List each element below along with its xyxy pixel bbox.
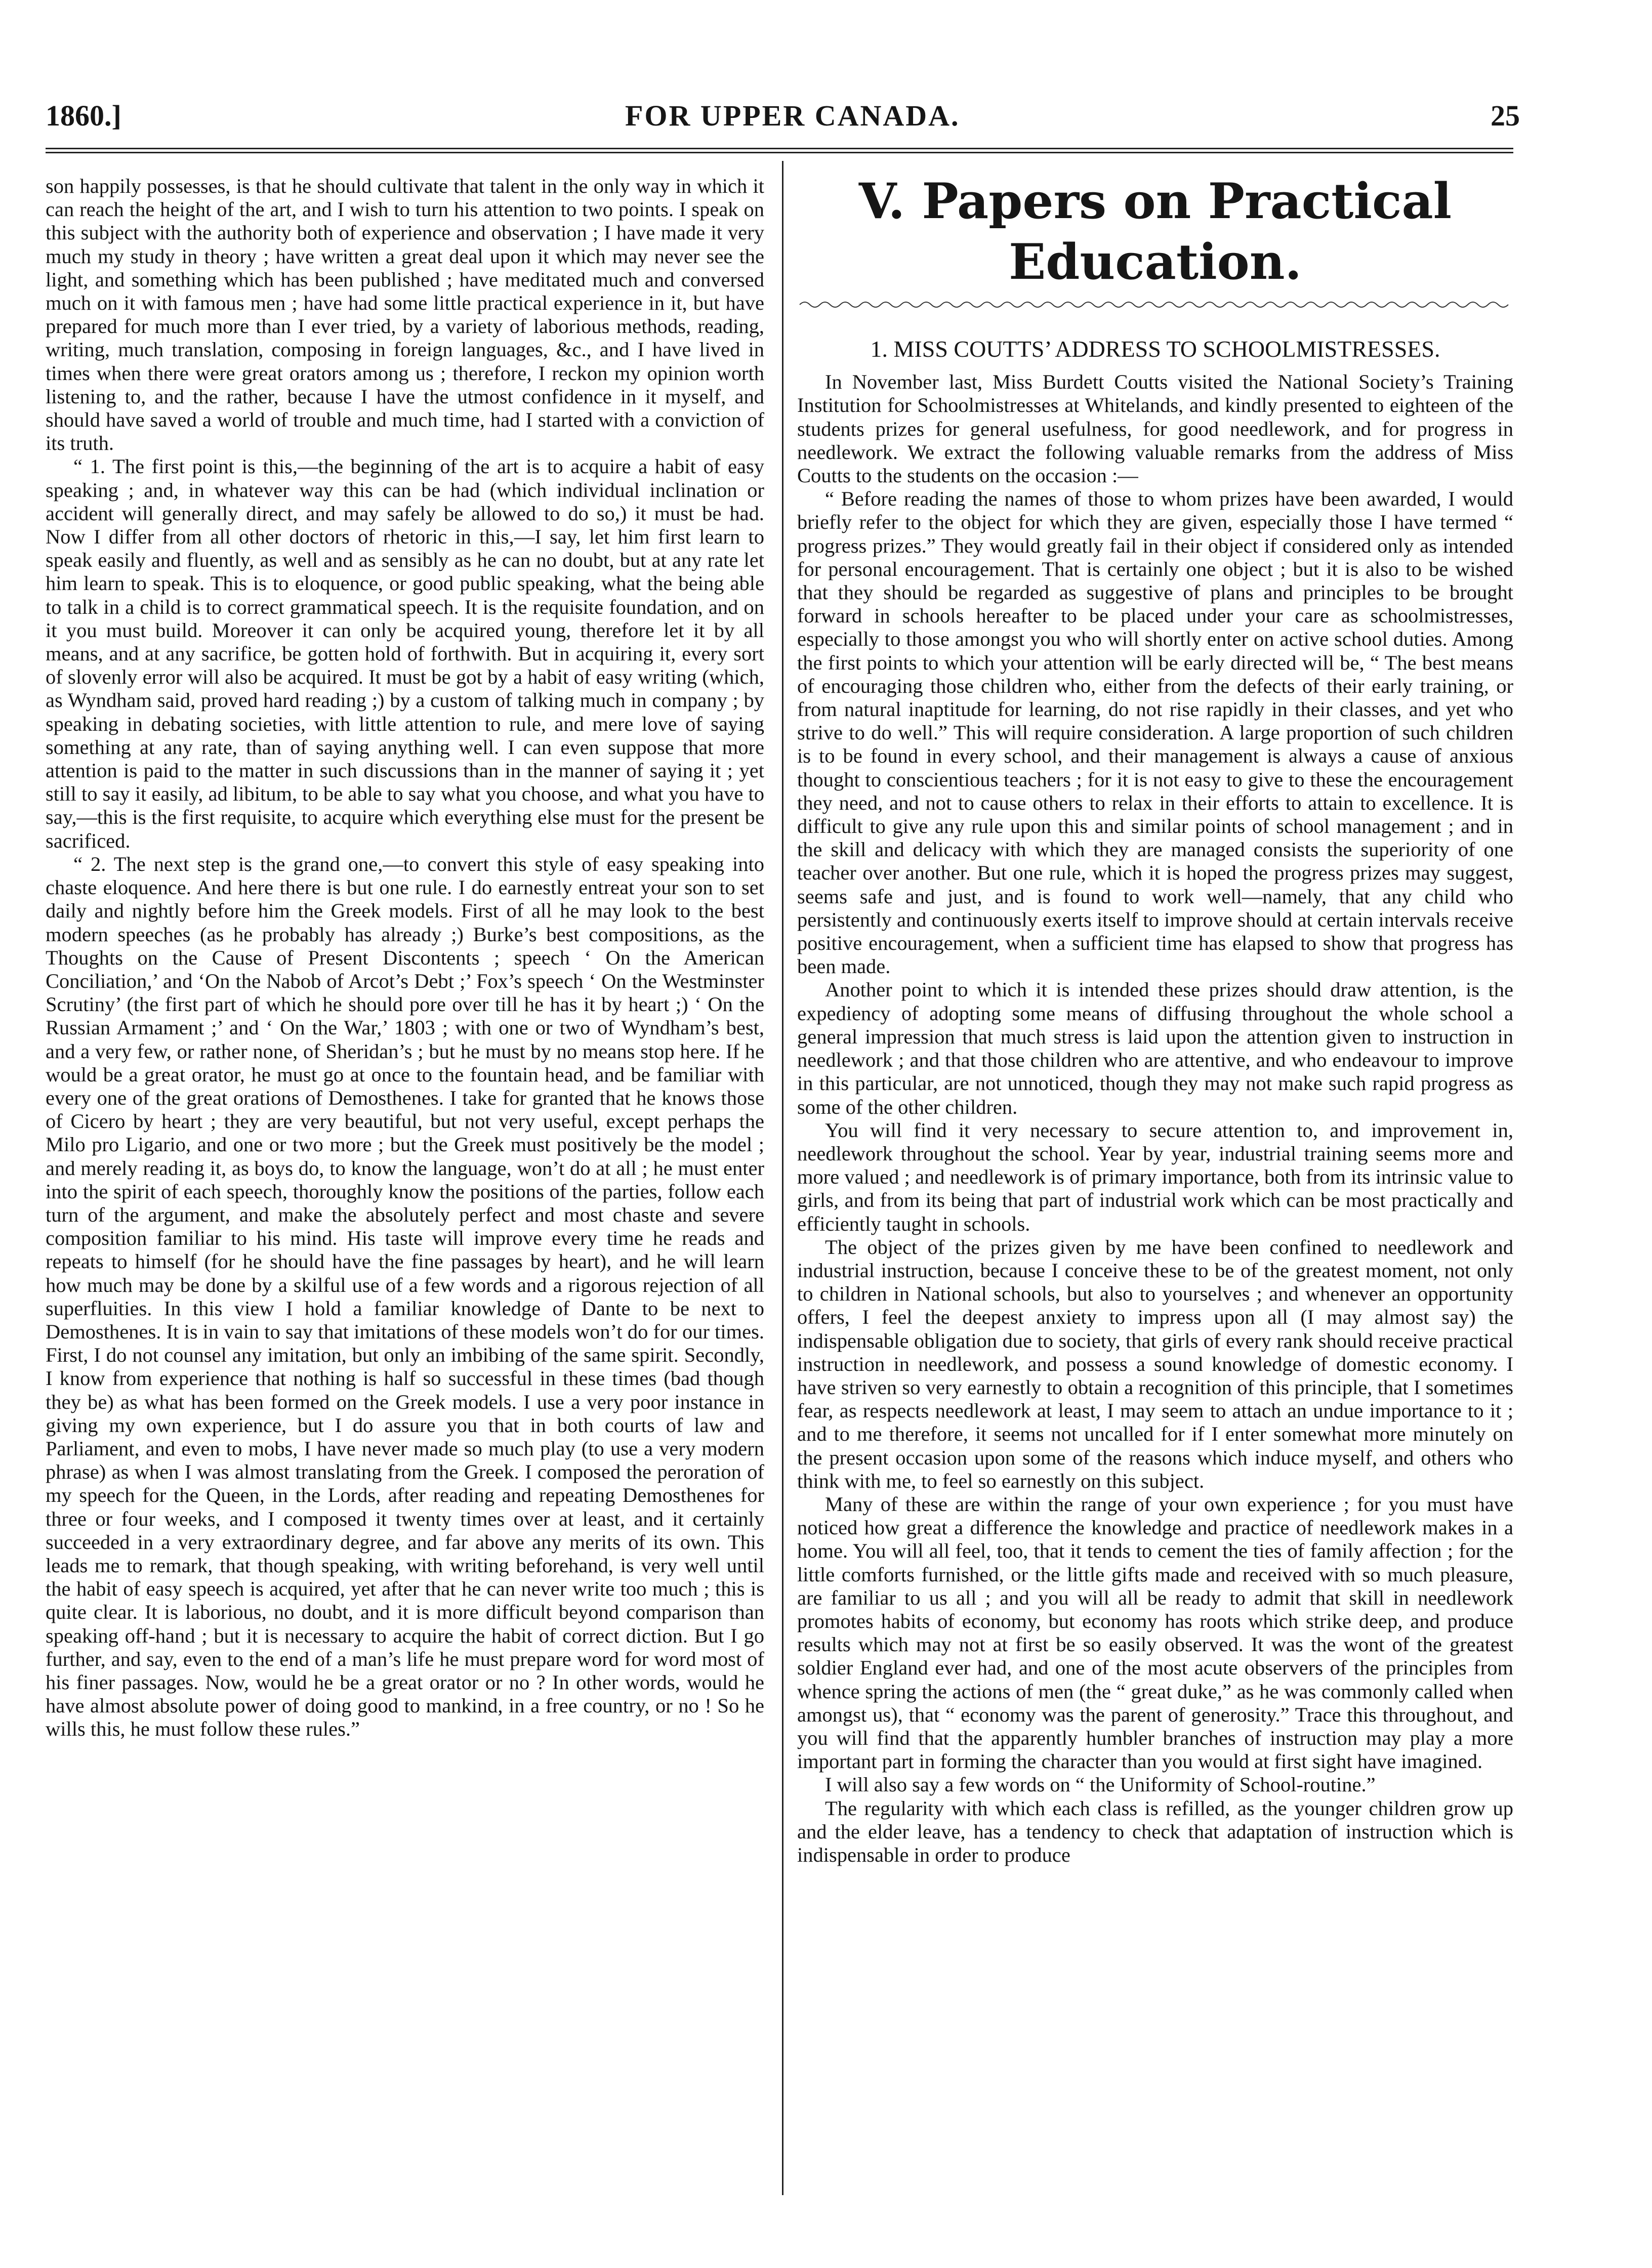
paragraph: “ Before reading the names of those to whom prizes have been awarded, I would briefly refer to the object for which they are given, especially those I have termed “ progress prizes.” They would greatly fail in their object if considered only as intended for personal encouragement. That is certainly one object ; but it is also to be wished that they should be regarded as suggestive of plans and principles to be brought forward in schools hereafter to be placed under your care as schoolmistresses, especially to those amongst you who will shortly enter on active school duties. Among the first points to which your attention will be early directed will be, “ The best means of encouraging those children who, either from the defects of their early training, or from natural inaptitude for learning, do not rise rapidly in their classes, and yet who strive to do well.” This will require consideration. A large proportion of such children is to be found in every school, and their management is always a cause of anxious thought to conscientious teachers ; for it is not easy to give to these the encouragement they need, and not to cause others to relax in their efforts to attain to excellence. It is difficult to give any rule upon this and similar points of school management ; and in the skill and delicacy with which they are managed consists the superiority of one teacher over another. But one rule, which it is hoped the progress prizes may suggest, seems safe and just, and is found to work well—namely, that any child who persistently and continuously exerts itself to improve should at certain intervals receive positive encouragement, when a sufficient time has elapsed to show that progress has been made.: [797, 487, 1513, 978]
header-page-number: 25: [1491, 99, 1520, 132]
paragraph: “ 2. The next step is the grand one,—to convert this style of easy speaking into chaste eloquence. And here there is but one rule. I do earnestly entreat your son to set daily and nightly before him the Greek models. First of all he may look to the best modern speeches (as he probably has already ;) Burke’s best compositions, as the Thoughts on the Cause of Present Discontents ; speech ‘ On the American Conciliation,’ and ‘On the Nabob of Arcot’s Debt ;’ Fox’s speech ‘ On the Westminster Scrutiny’ (the first part of which he should pore over till he has it by heart ;) ‘ On the Russian Armament ;’ and ‘ On the War,’ 1803 ; with one or two of Wyndham’s best, and a very few, or rather none, of Sheridan’s ; but he must by no means stop here. If he would be a great orator, he must go at once to the fountain head, and be familiar with every one of the great orations of Demosthenes. I take for granted that he knows those of Cicero by heart ; they are very beautiful, but not very useful, except perhaps the Milo pro Ligario, and one or two more ; but the Greek must positively be the model ; and merely reading it, as boys do, to know the language, won’t do at all ; he must enter into the spirit of each speech, thoroughly know the positions of the parties, follow each turn of the argument, and make the absolutely perfect and most chaste and severe composition familiar to his mind. His taste will improve every time he reads and repeats to himself (for he should have the fine passages by heart), and he will learn how much may be done by a skilful use of a few words and a rigorous rejection of all superfluities. In this view I hold a familiar knowledge of Dante to be next to Demosthenes. It is in vain to say that imitations of these models won’t do for our times. First, I do not counsel any imitation, but only an imbibing of the same spirit. Secondly, I know from experience that nothing is half so successful in these times (bad though they be) as what has been formed on the Greek models. I use a very poor instance in giving my own experience, but I do assure you that in both courts of law and Parliament, and even to mobs, I have never made so much play (to use a very modern phrase) as when I was almost translating from the Greek. I composed the peroration of my speech for the Queen, in the Lords, after reading and repeating Demosthenes for three or four weeks, and I composed it twenty times over at least, and it certainly succeeded in a very extraordinary degree, and far above any merits of its own. This leads me to remark, that though speaking, with writing beforehand, is very well until the habit of easy speech is acquired, yet after that he can never write too much ; this is quite clear. It is laborious, no doubt, and it is more difficult beyond comparison than speaking off-hand ; but it is necessary to acquire the habit of correct diction. But I go further, and say, even to the end of a man’s life he must prepare word for word most of his finer passages. Now, would he be a great orator or no ? In other words, would he have almost absolute power of doing good to mankind, in a free country, or no ! So he wills this, he must follow these rules.”: [46, 852, 764, 1741]
header-rule-double: [46, 152, 1513, 153]
paragraph: The object of the prizes given by me have been confined to needlework and industrial instruction, because I conceive these to be of the greatest moment, not only to children in National schools, but also to yourselves ; and whenever an opportunity offers, I feel the deepest anxiety to impress upon all (I may almost say) the indispensable obligation due to society, that girls of every rank should receive practical instruction in needlework, and possess a sound knowledge of domestic economy. I have striven so very earnestly to obtain a recognition of this principle, that I sometimes fear, as respects needlework at least, I may seem to attach an undue importance to it ; and to me therefore, it seems not uncalled for if I enter somewhat more minutely on the present occasion upon some of the reasons which induce myself, and others who think with me, to feel so earnestly on this subject.: [797, 1235, 1513, 1492]
section-heading: V. Papers on Practical Education.: [858, 173, 1452, 290]
column-divider: [782, 161, 783, 2195]
article-title: 1. MISS COUTTS’ ADDRESS TO SCHOOLMISTRESSES.: [870, 336, 1440, 362]
paragraph: In November last, Miss Burdett Coutts visited the National Society’s Training Institution for Schoolmistresses at Whitelands, and kindly presented to eighteen of the students prizes for general usefulness, for good needlework, and for progress in needlework. We extract the following valuable remarks from the address of Miss Coutts to the students on the occasion :—: [797, 370, 1513, 487]
right-column: [797, 161, 1513, 2175]
header-year: 1860.]: [46, 99, 121, 132]
running-header: [46, 99, 1520, 144]
paragraph: son happily possesses, is that he should cultivate that talent in the only way in which it can reach the height of the art, and I wish to turn his attention to two points. I speak on this subject with the authority both of experience and observation ; I have made it very much my study in theory ; have written a great deal upon it which may never see the light, and something which has been published ; have meditated much and conversed much on it with famous men ; have had some little practical experience in it, but have prepared for much more than I ever tried, by a variety of laborious methods, reading, writing, much translation, composing in foreign languages, &c., and I have lived in times when there were great orators among us ; therefore, I reckon my opinion worth listening to, and the rather, because I have the utmost confidence in it myself, and should have saved a world of trouble and much time, had I started with a conviction of its truth.: [46, 175, 764, 455]
wavy-divider: [797, 298, 1513, 312]
header-rule: [46, 148, 1513, 149]
header-journal-title: FOR UPPER CANADA.: [625, 99, 960, 132]
paragraph: You will find it very necessary to secure attention to, and improvement in, needlework throughout the school. Year by year, industrial training seems more and more valued ; and needlework is of primary importance, both from its intrinsic value to girls, and from its being that part of industrial work which can be most practically and efficiently taught in schools.: [797, 1118, 1513, 1235]
left-column: [46, 175, 764, 2189]
paragraph: The regularity with which each class is refilled, as the younger children grow up and the elder leave, has a tendency to check that adaptation of instruction which is indispensable in order to produce: [797, 1796, 1513, 1866]
paragraph: Many of these are within the range of your own experience ; for you must have noticed how great a difference the knowledge and practice of needlework makes in a home. You will all feel, too, that it tends to cement the ties of family affection ; for the little comforts furnished, or the little gifts made and received with so much pleasure, are familiar to us all ; and you will all be ready to admit that skill in needlework promotes habits of economy, but economy has roots which strike deep, and produce results which may not at first be so easily observed. It was the wont of the greatest soldier England ever had, and one of the most acute observers of the principles from whence spring the actions of men (the “ great duke,” as he was commonly called when amongst us), that “ economy was the parent of generosity.” Trace this throughout, and you will find that the apparently humbler branches of instruction may play a more important part in forming the character than you would at first sight have imagined.: [797, 1492, 1513, 1773]
paragraph: Another point to which it is intended these prizes should draw attention, is the expediency of adopting some means of diffusing throughout the whole school a general impression that much stress is laid upon the attention given to instruction in needlework ; and that those children who are attentive, and who endeavour to improve in this particular, are not unnoticed, though they may not make such rapid progress as some of the other children.: [797, 978, 1513, 1118]
paragraph: “ 1. The first point is this,—the beginning of the art is to acquire a habit of easy speaking ; and, in whatever way this can be had (which individual inclination or accident will generally direct, and may safely be allowed to do so,) it must be had. Now I differ from all other doctors of rhetoric in this,—I say, let him first learn to speak easily and fluently, as well and as sensibly as he can no doubt, but at any rate let him learn to speak. This is to eloquence, or good public speaking, what the being able to talk in a child is to correct grammatical speech. It is the requisite foundation, and on it you must build. Moreover it can only be acquired young, therefore let it by all means, and at any sacrifice, be gotten hold of forthwith. But in acquiring it, every sort of slovenly error will also be acquired. It must be got by a habit of easy writing (which, as Wyndham said, proved hard reading ;) by a custom of talking much in company ; by speaking in debating societies, with little attention to rule, and mere love of saying something at any rate, than of saying anything well. I can even suppose that more attention is paid to the matter in such discussions than in the manner of saying it ; yet still to say it easily, ad libitum, to be able to say what you choose, and what you have to say,—this is the first requisite, to acquire which everything else must for the present be sacrificed.: [46, 455, 764, 852]
paragraph: I will also say a few words on “ the Uniformity of School-routine.”: [825, 1773, 1376, 1796]
